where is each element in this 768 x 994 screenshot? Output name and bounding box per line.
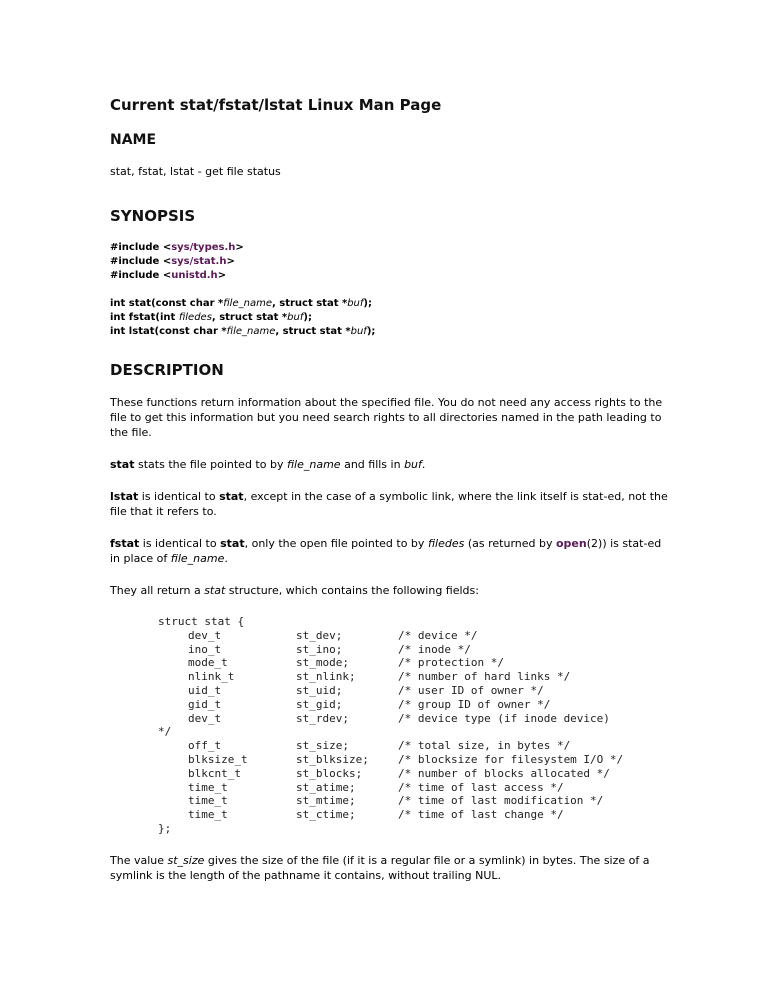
name-text: stat, fstat, lstat - get file status	[110, 165, 281, 178]
description-heading: DESCRIPTION	[110, 361, 224, 379]
struct-field-row: off_t st_size; /* total size, in bytes */	[188, 739, 571, 753]
function-signature: int lstat(const char *file_name, struct stat *buf);	[110, 326, 376, 337]
include-line: #include <unistd.h>	[110, 270, 227, 281]
stat-struct-code	[158, 615, 670, 836]
struct-field-row: mode_t st_mode; /* protection */	[188, 656, 504, 670]
struct-field-row: nlink_t st_nlink; /* number of hard links */	[188, 670, 571, 684]
struct-field-row: uid_t st_uid; /* user ID of owner */	[188, 683, 544, 697]
struct-close: };	[158, 821, 172, 835]
include-link[interactable]: unistd.h	[171, 270, 218, 281]
struct-field-row: blksize_t st_blksize; /* blocksize for filesystem I/O */	[188, 752, 624, 766]
struct-field-row: dev_t st_rdev; /* device type (if inode device)	[188, 711, 610, 725]
struct-intro: They all return a stat structure, which contains the following fields:	[110, 584, 479, 597]
struct-open: struct stat {	[158, 615, 245, 628]
stat-paragraph: stat stats the file pointed to by file_name and fills in buf.	[110, 458, 426, 471]
struct-field-row: time_t st_atime; /* time of last access */	[188, 780, 564, 794]
struct-field-row: blkcnt_t st_blocks; /* number of blocks allocated */	[188, 766, 610, 780]
function-signature: int stat(const char *file_name, struct stat *buf);	[110, 298, 372, 309]
man-page-document	[110, 96, 670, 900]
struct-field-row: ino_t st_ino; /* inode */	[188, 642, 471, 656]
struct-field-row: dev_t st_dev; /* device */	[188, 628, 478, 642]
function-signatures	[110, 297, 670, 339]
name-heading: NAME	[110, 132, 157, 148]
include-link[interactable]: sys/types.h	[171, 242, 236, 253]
struct-comment-close: */	[158, 725, 172, 739]
include-link[interactable]: sys/stat.h	[171, 256, 227, 267]
lstat-paragraph: lstat is identical to stat, except in the case of a symbolic link, where the link itself is stat-ed, not the file that it refers to.	[110, 490, 668, 518]
struct-field-row: time_t st_mtime; /* time of last modification */	[188, 794, 604, 808]
include-line: #include <sys/types.h>	[110, 242, 244, 253]
size-paragraph: The value st_size gives the size of the file (if it is a regular file or a symlink) in bytes. The size of a symlink is the length of the pathname it contains, without trailing NUL.	[110, 853, 650, 882]
include-list	[110, 241, 670, 283]
include-line: #include <sys/stat.h>	[110, 256, 235, 267]
synopsis-heading: SYNOPSIS	[110, 207, 196, 225]
fstat-paragraph: fstat is identical to stat, only the open file pointed to by filedes (as returned by open(2)) is stat-ed in place of file_name.	[110, 537, 662, 565]
page-title: Current stat/fstat/lstat Linux Man Page	[110, 96, 442, 114]
function-signature: int fstat(int filedes, struct stat *buf);	[110, 312, 312, 323]
struct-field-row: time_t st_ctime; /* time of last change */	[188, 808, 564, 822]
struct-field-row: gid_t st_gid; /* group ID of owner */	[188, 697, 551, 711]
description-intro: These functions return information about the specified file. You do not need any access rights to the file to get this information but you need search rights to all directories named in the path leading to the file.	[110, 396, 663, 439]
open-link[interactable]: open	[556, 537, 587, 550]
